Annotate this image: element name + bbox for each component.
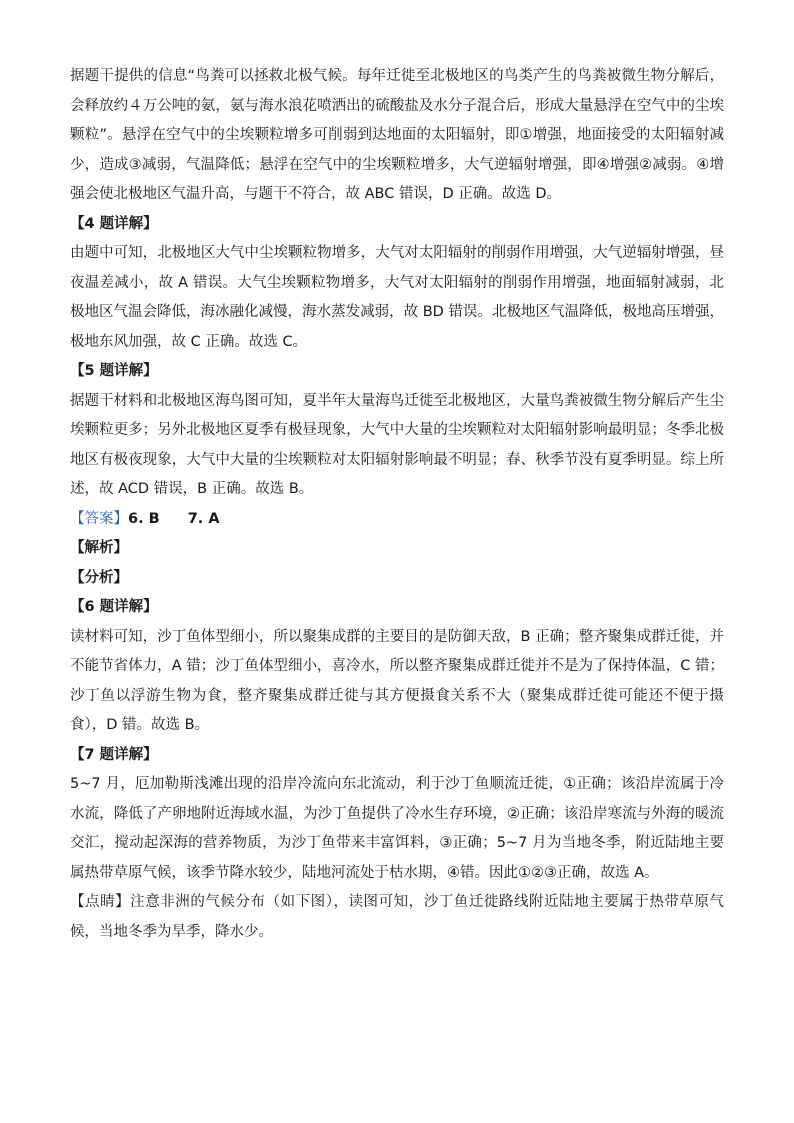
heading-q4-detail: 【4 题详解】 [70,215,158,232]
answer-item-7: 7. A [187,510,220,527]
paragraph-key-point: 【点睛】注意非洲的气候分布（如下图），读图可知，沙丁鱼迁徙路线附近陆地主要属于热带草原气候，当地冬季为旱季，降水少。 [70,894,724,940]
heading-q5-detail: 【5 题详解】 [70,363,158,379]
heading-analysis: 【解析】 [70,540,128,556]
paragraph-3-explanation-tail: 据题干提供的信息“鸟粪可以拯救北极气候。每年迁徙至北极地区的鸟类产生的鸟粪被微生物分解后，会释放约４万公吨的氨，氨与海水浪花喷洒出的硫酸盐及水分子混合后，形成大量悬浮在空气中的尘埃颗粒”。悬浮在空气中的尘埃颗粒增多可削弱到达地面的太阳辐射，即①增强，地面接受的太阳辐射减少，造成③减弱，气温降低；悬浮在空气中的尘埃颗粒增多，大气逆辐射增强，即④增强②减弱。④增强会使北极地区气温升高，与题干不符合，故 ABC 错误，D 正确。故选 D。 [70,68,724,202]
heading-fenxi: 【分析】 [70,569,128,586]
paragraph-q5-explanation: 据题干材料和北极地区海鸟图可知，夏半年大量海鸟迁徙至北极地区，大量鸟粪被微生物分解后产生尘埃颗粒更多；另外北极地区夏季有极昼现象，大气中大量的尘埃颗粒对太阳辐射影响最明显；冬季北极地区有极夜现象，大气中大量的尘埃颗粒对太阳辐射影响最不明显；春、秋季节没有夏季明显。综上所述，故 ACD 错误，B 正确。故选 B。 [70,392,724,497]
answer-label: 【答案】 [70,510,128,527]
answer-item-6: 6. B [128,510,160,527]
paragraph-q6-explanation: 读材料可知，沙丁鱼体型细小，所以聚集成群的主要目的是防御天敌，B 正确；整齐聚集成群迁徙，并不能节省体力，A 错；沙丁鱼体型细小，喜冷水，所以整齐聚集成群迁徙并不是为了保持体温，C 错；沙丁鱼以浮游生物为食，整齐聚集成群迁徙与其方便摄食关系不大（聚集成群迁徙可能还不便于摄食），D 错。故选 B。 [70,628,724,733]
heading-q6-detail: 【6 题详解】 [70,599,158,615]
answer-line [70,505,724,535]
paragraph-q7-explanation: 5~7 月，厄加勒斯浅滩出现的沿岸冷流向东北流动，利于沙丁鱼顺流迁徙，①正确；该沿岸流属于冷水流，降低了产卵地附近海域水温，为沙丁鱼提供了冷水生存环境，②正确；该沿岸寒流与外海的暖流交汇，搅动起深海的营养物质，为沙丁鱼带来丰富饵料，③正确；5~7 月为当地冬季，附近陆地主要属热带草原气候，该季节降水较少，陆地河流处于枯水期，④错。因此①②③正确，故选 A。 [70,776,724,881]
paragraph-q4-explanation: 由题中可知，北极地区大气中尘埃颗粒物增多，大气对太阳辐射的削弱作用增强，大气逆辐射增强，昼夜温差减小，故 A 错误。大气尘埃颗粒物增多，大气对太阳辐射的削弱作用增强，地面辐射减弱，北极地区气温会降低，海冰融化减慢，海水蒸发减弱，故 BD 错误。北极地区气温降低，极地高压增强，极地东风加强，故 C 正确。故选 C。 [70,245,724,350]
heading-q7-detail: 【7 题详解】 [70,746,158,763]
